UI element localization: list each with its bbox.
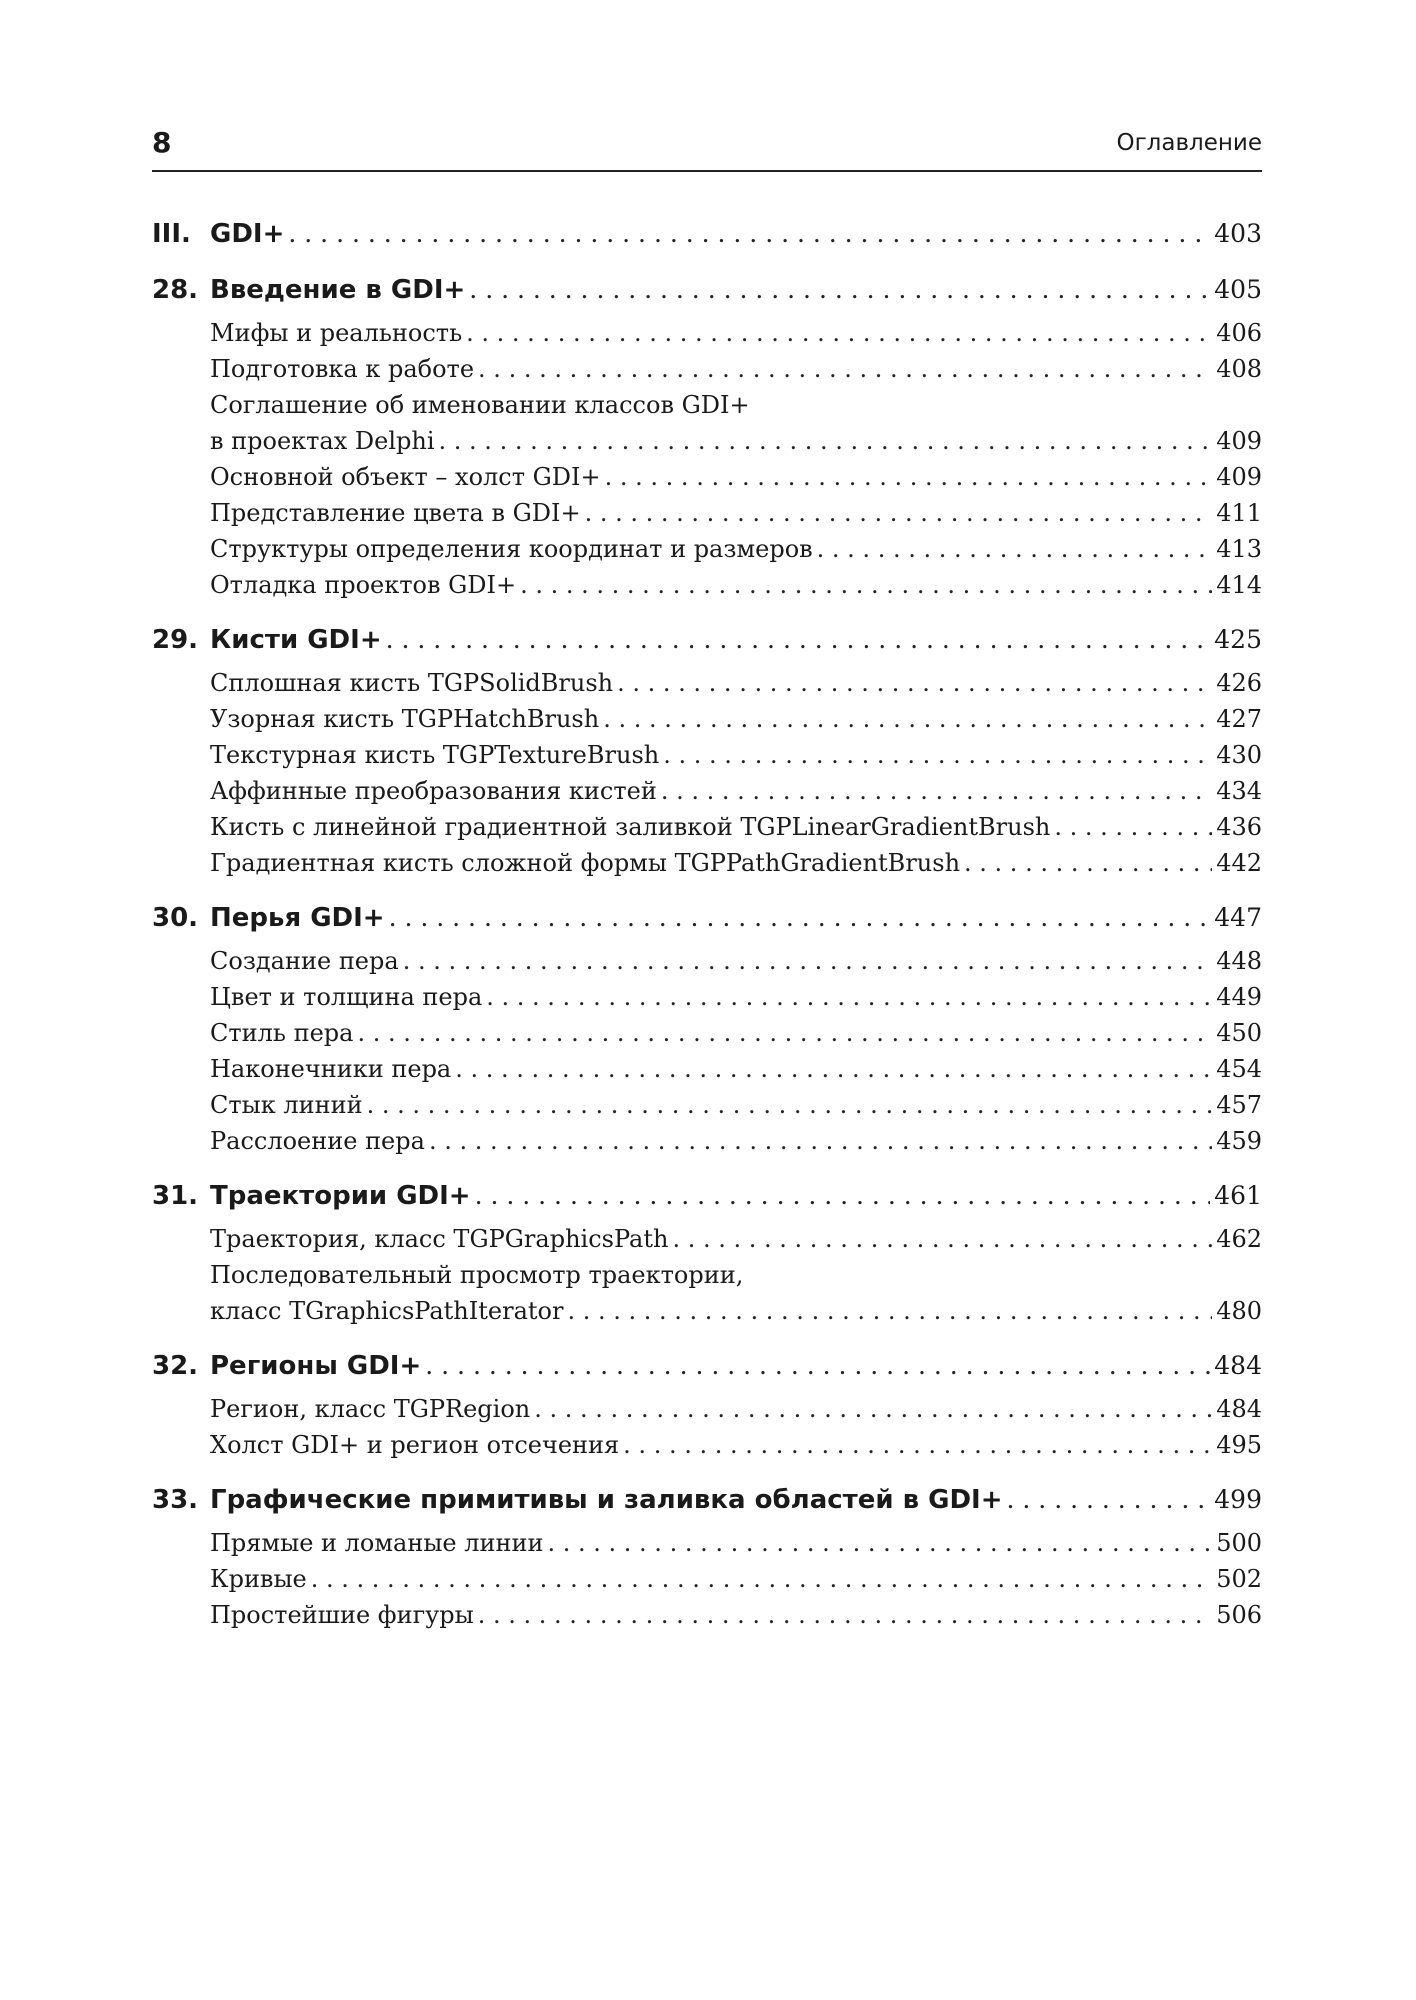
entry-title: Мифы и реальность — [210, 319, 463, 347]
toc-entry-row[interactable] — [152, 351, 1262, 387]
toc-entry-row[interactable] — [152, 531, 1262, 567]
entry-title: Кисть с линейной градиентной заливкой TGPLinearGradientBrush — [210, 813, 1051, 841]
toc-entry-row[interactable] — [152, 1293, 1262, 1329]
chapter-number: 32. — [152, 1351, 199, 1381]
dot-leader — [672, 1221, 1212, 1257]
page-ref: 414 — [1216, 571, 1262, 599]
entry-title: Стиль пера — [210, 1019, 354, 1047]
dot-leader — [567, 1293, 1212, 1329]
toc-entry-row[interactable] — [152, 1597, 1262, 1633]
chapter-number: 33. — [152, 1485, 199, 1515]
dot-leader — [663, 737, 1212, 773]
entry-title: в проектах Delphi — [210, 427, 435, 455]
table-of-contents — [152, 215, 1262, 1633]
entry-title: Холст GDI+ и регион отсечения — [210, 1431, 620, 1459]
chapter-number: 28. — [152, 275, 199, 305]
page-ref: 495 — [1216, 1431, 1262, 1459]
page-ref: 413 — [1216, 535, 1262, 563]
entry-title: Представление цвета в GDI+ — [210, 499, 581, 527]
page-ref: 409 — [1216, 427, 1262, 455]
page-ref: 436 — [1216, 813, 1262, 841]
toc-entry-row[interactable] — [152, 1051, 1262, 1087]
page-ref: 406 — [1216, 319, 1262, 347]
dot-leader — [429, 1123, 1212, 1159]
toc-entry-row[interactable] — [152, 665, 1262, 701]
dot-leader — [817, 531, 1213, 567]
entry-title: Отладка проектов GDI+ — [210, 571, 517, 599]
page-header — [152, 126, 1262, 170]
dot-leader — [403, 943, 1213, 979]
dot-leader — [439, 423, 1213, 459]
chapter-title: Перья GDI+ — [210, 903, 385, 933]
entry-title: Текстурная кисть TGPTextureBrush — [210, 741, 660, 769]
dot-leader — [1007, 1481, 1211, 1519]
dot-leader — [520, 567, 1212, 603]
toc-chapter-row[interactable] — [152, 1177, 1262, 1215]
toc-entry-row[interactable] — [152, 943, 1262, 979]
dot-leader — [1054, 809, 1212, 845]
toc-entry-row[interactable] — [152, 1123, 1262, 1159]
page-ref: 408 — [1216, 355, 1262, 383]
page-ref: 506 — [1216, 1601, 1262, 1629]
toc-entry-row[interactable] — [152, 845, 1262, 881]
entry-title: Стык линий — [210, 1091, 363, 1119]
page-ref: 405 — [1214, 275, 1262, 304]
dot-leader — [534, 1391, 1212, 1427]
toc-entry-row[interactable] — [152, 1015, 1262, 1051]
dot-leader — [617, 665, 1212, 701]
entry-title: Прямые и ломаные линии — [210, 1529, 544, 1557]
chapter-title: Траектории GDI+ — [210, 1181, 471, 1211]
page-ref: 500 — [1216, 1529, 1262, 1557]
chapter-title: Введение в GDI+ — [210, 275, 466, 305]
chapter-title: Кисти GDI+ — [210, 625, 382, 655]
toc-entry-row[interactable] — [152, 1525, 1262, 1561]
page-ref: 461 — [1214, 1181, 1262, 1210]
part-number: III. — [152, 219, 191, 249]
toc-entry-row[interactable] — [152, 773, 1262, 809]
dot-leader — [964, 845, 1212, 881]
toc-entry-row[interactable] — [152, 1561, 1262, 1597]
dot-leader — [478, 351, 1212, 387]
page-ref: 403 — [1214, 219, 1262, 248]
entry-title: Аффинные преобразования кистей — [210, 777, 657, 805]
page-ref: 426 — [1216, 669, 1262, 697]
chapter-number: 31. — [152, 1181, 199, 1211]
chapter-number: 29. — [152, 625, 199, 655]
entry-title: Узорная кисть TGPHatchBrush — [210, 705, 600, 733]
page-ref: 430 — [1216, 741, 1262, 769]
dot-leader — [469, 271, 1210, 309]
dot-leader — [623, 1427, 1212, 1463]
toc-entry-row[interactable] — [152, 1221, 1262, 1257]
entry-title: Кривые — [210, 1565, 307, 1593]
entry-title: Простейшие фигуры — [210, 1601, 474, 1629]
page-ref: 434 — [1216, 777, 1262, 805]
page-ref: 447 — [1214, 903, 1262, 932]
page-ref: 484 — [1216, 1395, 1262, 1423]
dot-leader — [661, 773, 1212, 809]
page-ref: 462 — [1216, 1225, 1262, 1253]
part-title: GDI+ — [210, 219, 285, 249]
toc-entry-row[interactable] — [152, 979, 1262, 1015]
dot-leader — [288, 215, 1210, 253]
toc-entry-row[interactable] — [152, 423, 1262, 459]
entry-title: Цвет и толщина пера — [210, 983, 483, 1011]
entry-title: Подготовка к работе — [210, 355, 475, 383]
page-ref: 442 — [1216, 849, 1262, 877]
entry-title: класс TGraphicsPathIterator — [210, 1297, 564, 1325]
page-ref: 411 — [1216, 499, 1262, 527]
page-ref: 484 — [1214, 1351, 1262, 1380]
dot-leader — [486, 979, 1212, 1015]
entry-title: Градиентная кисть сложной формы TGPPathGradientBrush — [210, 849, 961, 877]
toc-chapter-row[interactable] — [152, 1481, 1262, 1519]
dot-leader — [466, 315, 1212, 351]
dot-leader — [585, 495, 1213, 531]
entry-title: Наконечники пера — [210, 1055, 452, 1083]
dot-leader — [478, 1597, 1212, 1633]
chapter-title: Регионы GDI+ — [210, 1351, 422, 1381]
dot-leader — [603, 701, 1212, 737]
toc-entry-row[interactable] — [152, 567, 1262, 603]
page-ref: 480 — [1216, 1297, 1262, 1325]
entry-title: Сплошная кисть TGPSolidBrush — [210, 669, 614, 697]
dot-leader — [389, 899, 1211, 937]
page-ref: 457 — [1216, 1091, 1262, 1119]
page-ref: 502 — [1216, 1565, 1262, 1593]
toc-entry-row[interactable] — [152, 1391, 1262, 1427]
dot-leader — [455, 1051, 1212, 1087]
page-ref: 450 — [1216, 1019, 1262, 1047]
dot-leader — [367, 1087, 1213, 1123]
toc-entry-row[interactable] — [152, 1087, 1262, 1123]
entry-title: Основной объект – холст GDI+ — [210, 463, 601, 491]
page-ref: 454 — [1216, 1055, 1262, 1083]
toc-entry-row[interactable] — [152, 315, 1262, 351]
toc-entry-row[interactable] — [152, 459, 1262, 495]
toc-entry-row[interactable] — [152, 1427, 1262, 1463]
page-ref: 409 — [1216, 463, 1262, 491]
dot-leader — [386, 621, 1211, 659]
page-number: 8 — [152, 126, 172, 159]
toc-chapter-row[interactable] — [152, 271, 1262, 309]
page-ref: 425 — [1214, 625, 1262, 654]
page-ref: 427 — [1216, 705, 1262, 733]
running-title: Оглавление — [1116, 130, 1262, 156]
header-rule — [152, 170, 1262, 172]
dot-leader — [311, 1561, 1212, 1597]
entry-title: Структуры определения координат и размеров — [210, 535, 813, 563]
dot-leader — [357, 1015, 1212, 1051]
toc-chapter-row[interactable] — [152, 621, 1262, 659]
entry-title: Создание пера — [210, 947, 399, 975]
toc-part-row[interactable] — [152, 215, 1262, 253]
toc-entry-row[interactable] — [152, 495, 1262, 531]
chapter-title: Графические примитивы и заливка областей в GDI+ — [210, 1485, 1003, 1515]
entry-title: Регион, класс TGPRegion — [210, 1395, 531, 1423]
dot-leader — [425, 1347, 1210, 1385]
toc-entry-row[interactable] — [152, 809, 1262, 845]
entry-title: Расслоение пера — [210, 1127, 425, 1155]
dot-leader — [475, 1177, 1211, 1215]
dot-leader — [548, 1525, 1213, 1561]
toc-chapter-row[interactable] — [152, 1347, 1262, 1385]
entry-title-line1[interactable]: Соглашение об именовании классов GDI+ — [210, 391, 750, 419]
page-ref: 459 — [1216, 1127, 1262, 1155]
toc-chapter-row[interactable] — [152, 899, 1262, 937]
toc-entry-row[interactable] — [152, 701, 1262, 737]
chapter-number: 30. — [152, 903, 199, 933]
page-ref: 499 — [1214, 1485, 1262, 1514]
page-ref: 448 — [1216, 947, 1262, 975]
entry-title: Траектория, класс TGPGraphicsPath — [210, 1225, 669, 1253]
toc-entry-row[interactable] — [152, 737, 1262, 773]
page-ref: 449 — [1216, 983, 1262, 1011]
dot-leader — [605, 459, 1213, 495]
entry-title-line1[interactable]: Последовательный просмотр траектории, — [210, 1261, 744, 1289]
